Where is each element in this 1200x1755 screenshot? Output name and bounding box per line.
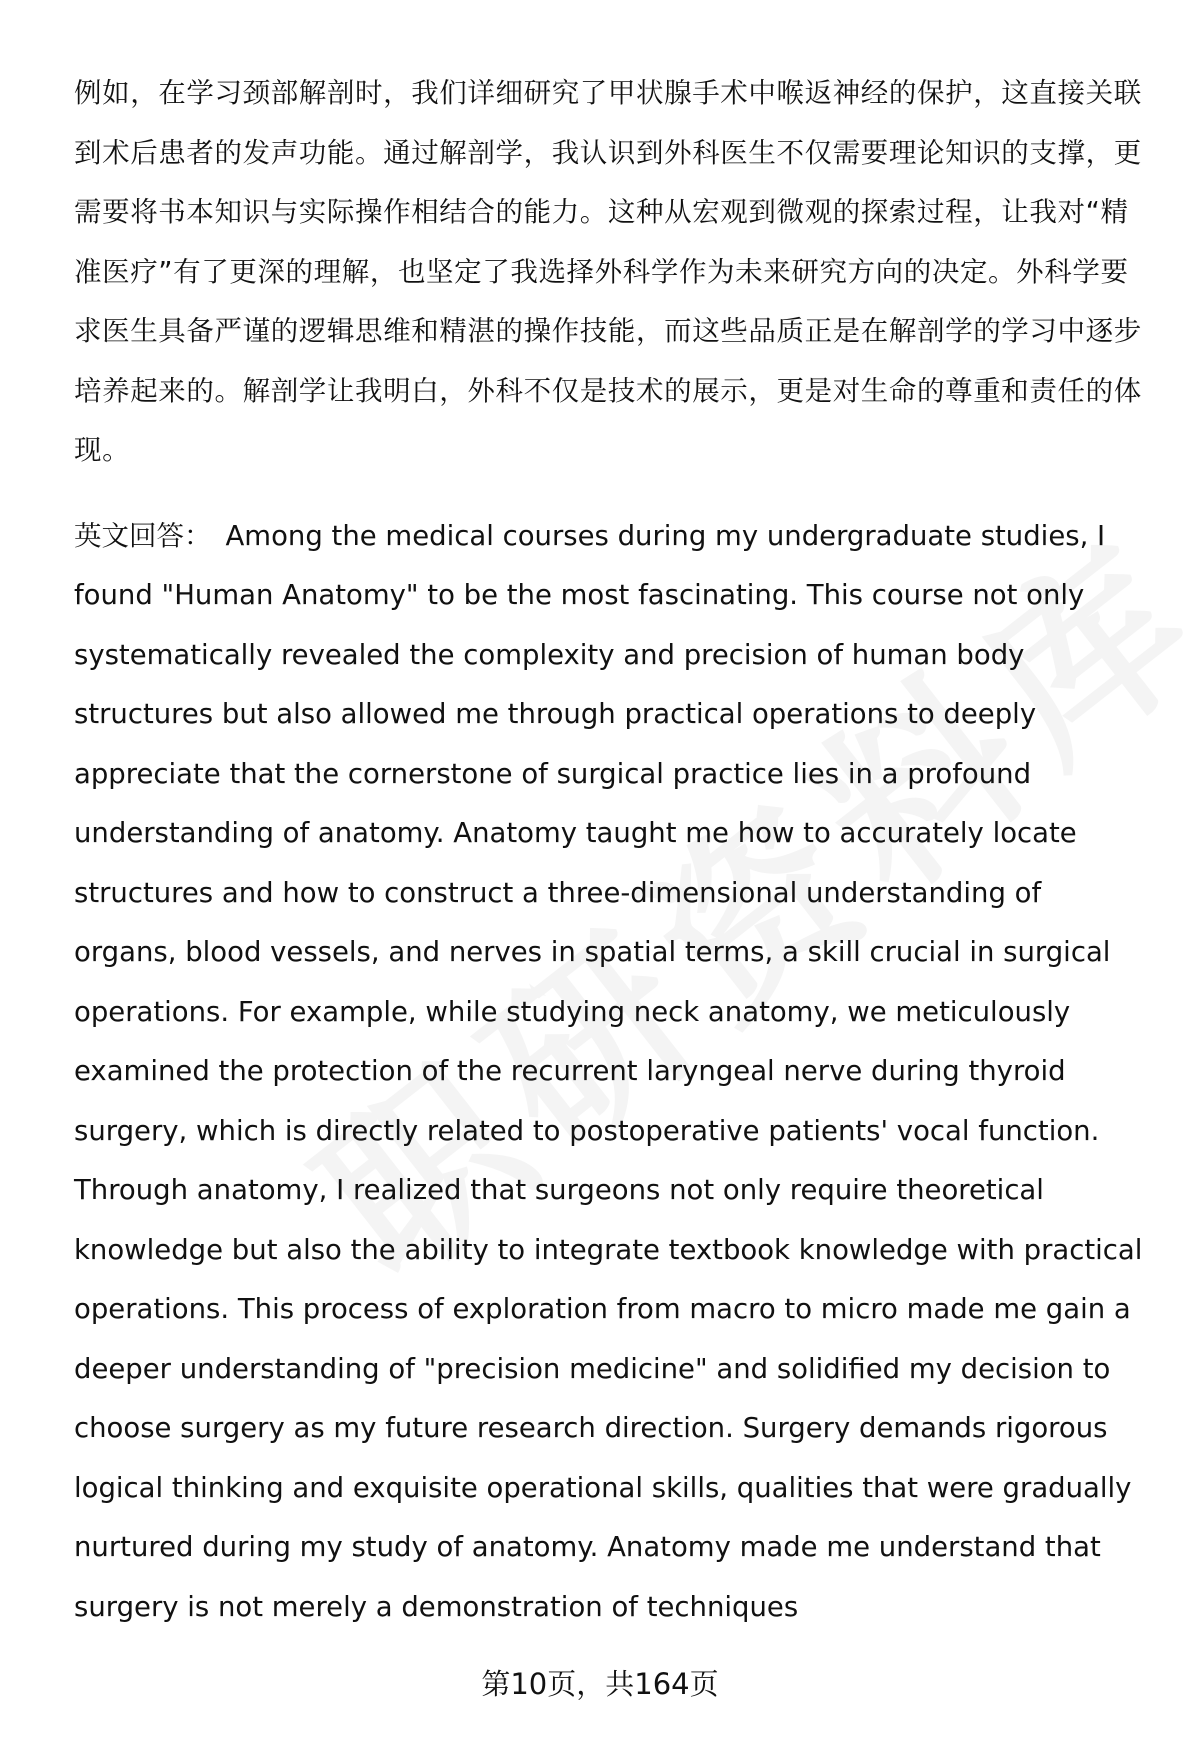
document-page: [74, 64, 1148, 1637]
paragraph-english: [74, 507, 1148, 1638]
page-number-footer: 第10页，共164页: [481, 1667, 719, 1701]
paragraph-chinese: 例如，在学习颈部解剖时，我们详细研究了甲状腺手术中喉返神经的保护，这直接关联到术后患者的发声功能。通过解剖学，我认识到外科医生不仅需要理论知识的支撑，更需要将书本知识与实际操作相结合的能力。这种从宏观到微观的探索过程，让我对“精准医疗”有了更深的理解，也坚定了我选择外科学作为未来研究方向的决定。外科学要求医生具备严谨的逻辑思维和精湛的操作技能，而这些品质正是在解剖学的学习中逐步培养起来的。解剖学让我明白，外科不仅是技术的展示，更是对生命的尊重和责任的体现。: [74, 77, 1142, 466]
english-answer-label: 英文回答：: [74, 519, 212, 552]
english-answer-text: Among the medical courses during my undergraduate studies, I found "Human Anatomy" to be the most fascinating. This course not only systematically revealed the complexity and precision of human body structures but also allowed me through practical operations to deeply appreciate that the cornerstone of surgical practice lies in a profound understanding of anatomy. Anatomy taught me how to accurately locate structures and how to construct a three-dimensional understanding of organs, blood vessels, and nerves in spatial terms, a skill crucial in surgical operations. For example, while studying neck anatomy, we meticulously examined the protection of the recurrent laryngeal nerve during thyroid surgery, which is directly related to postoperative patients' vocal function. Through anatomy, I realized that surgeons not only require theoretical knowledge but also the ability to integrate textbook knowledge with practical operations. This process of exploration from macro to micro made me gain a deeper understanding of "precision medicine" and solidified my decision to choose surgery as my future research direction. Surgery demands rigorous logical thinking and exquisite operational skills, qualities that were gradually nurtured during my study of anatomy. Anatomy made me understand that surgery is not merely a demonstration of techniques: [74, 519, 1143, 1623]
